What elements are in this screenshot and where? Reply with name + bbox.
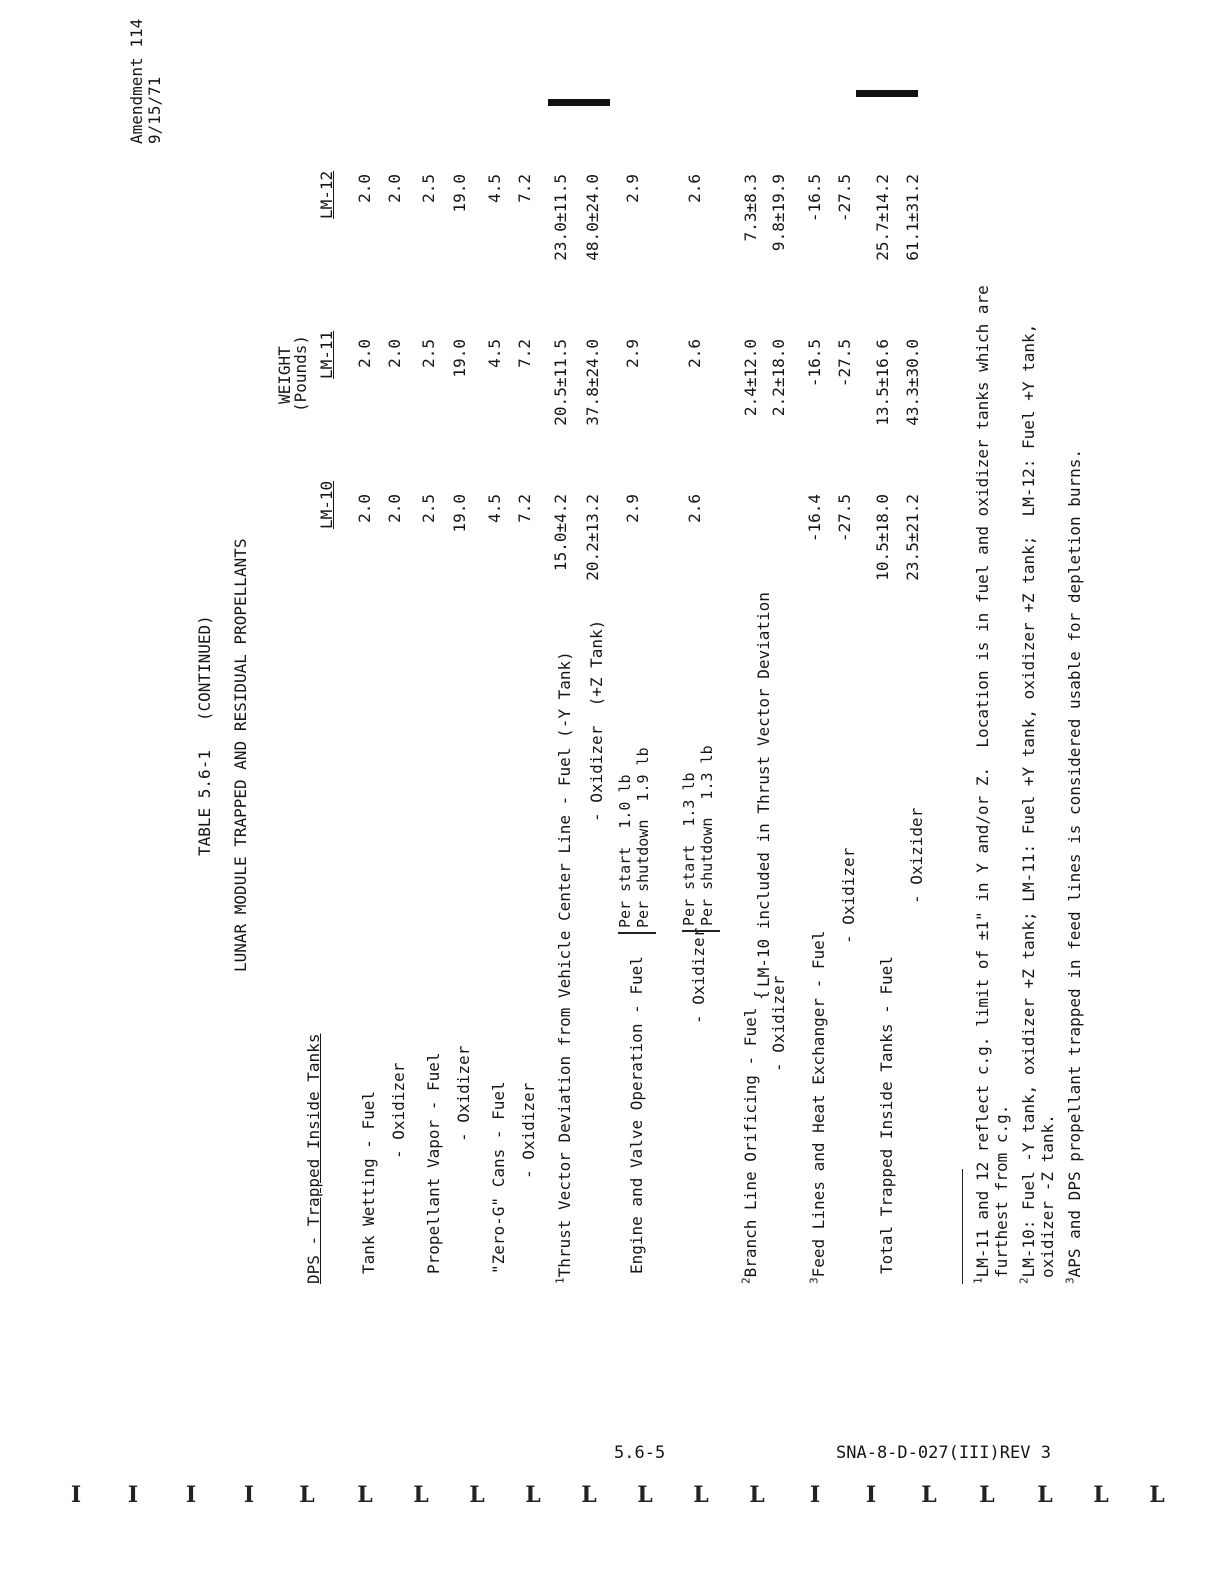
scan-mark: L xyxy=(979,1482,995,1508)
column-header-lm12: LM-12 xyxy=(317,170,336,219)
column-header-lm10: LM-10 xyxy=(317,480,336,529)
row-label-engine-fuel: Engine and Valve Operation - Fuel xyxy=(627,956,646,1274)
cell-lm12-branch-ox: 9.8±19.9 xyxy=(769,174,788,252)
cell-lm10-total-fuel: 10.5±18.0 xyxy=(873,494,892,581)
engine-fuel-bracket xyxy=(618,932,656,934)
cell-lm11-feed-ox: -27.5 xyxy=(835,339,854,388)
scan-mark: L xyxy=(299,1482,315,1508)
scan-mark: L xyxy=(921,1482,937,1508)
scan-mark: I xyxy=(185,1482,197,1508)
cell-lm12-feed-fuel: -16.5 xyxy=(805,174,824,223)
table-number: TABLE 5.6-1 (CONTINUED) xyxy=(195,615,214,856)
cell-lm11-feed-fuel: -16.5 xyxy=(805,339,824,388)
revision-bar xyxy=(856,90,918,97)
cell-lm12-feed-ox: -27.5 xyxy=(835,174,854,223)
cell-lm12-vapor-fuel: 2.5 xyxy=(419,174,438,203)
scan-mark: L xyxy=(581,1482,597,1508)
cell-lm11-engine-ox: 2.6 xyxy=(685,339,704,368)
scan-mark: L xyxy=(413,1482,429,1508)
cell-lm10-zerog-fuel: 4.5 xyxy=(485,494,504,523)
cell-lm12-engine-fuel: 2.9 xyxy=(623,174,642,203)
cell-lm10-feed-fuel: -16.4 xyxy=(805,494,824,543)
scan-mark: L xyxy=(749,1482,765,1508)
cell-lm11-branch-ox: 2.2±18.0 xyxy=(769,339,788,417)
cell-lm11-tvd-ox: 37.8±24.0 xyxy=(583,339,602,426)
cell-lm12-tank-wetting-fuel: 2.0 xyxy=(355,174,374,203)
row-label-branch-ox: - Oxidizer xyxy=(769,975,788,1072)
cell-lm10-engine-ox: 2.6 xyxy=(685,494,704,523)
cell-lm11-total-ox: 43.3±30.0 xyxy=(903,339,922,426)
cell-lm12-engine-ox: 2.6 xyxy=(685,174,704,203)
cell-lm10-vapor-fuel: 2.5 xyxy=(419,494,438,523)
engine-fuel-note-shutdown: Per shutdown 1.9 lb xyxy=(634,747,652,928)
footnote-1: $^1$LM-11 and 12 reflect c.g. limit of ±1" in Y and/or Z. Location is in fuel and oxidizer tanks which are xyxy=(971,285,992,1284)
amendment-label: Amendment 114 xyxy=(127,18,146,144)
footnote-ref-3: 3 xyxy=(807,1277,821,1284)
scan-mark: L xyxy=(1037,1482,1053,1508)
cell-lm11-vapor-fuel: 2.5 xyxy=(419,339,438,368)
scan-mark: L xyxy=(1093,1482,1109,1508)
cell-lm10-vapor-ox: 19.0 xyxy=(450,494,469,533)
engine-ox-bracket xyxy=(682,930,720,932)
cell-lm11-tvd-fuel: 20.5±11.5 xyxy=(551,339,570,426)
row-label-total-fuel: Total Trapped Inside Tanks - Fuel xyxy=(877,956,896,1274)
cell-lm12-total-fuel: 25.7±14.2 xyxy=(873,174,892,261)
scan-mark: I xyxy=(243,1482,255,1508)
footnote-ref-2: 2 xyxy=(739,1277,753,1284)
scan-mark: L xyxy=(1149,1482,1165,1508)
cell-lm10-zerog-ox: 7.2 xyxy=(515,494,534,523)
row-label-total-ox: - Oxizider xyxy=(907,807,926,904)
branch-note: LM-10 included in Thrust Vector Deviation xyxy=(754,592,773,987)
cell-lm12-tvd-ox: 48.0±24.0 xyxy=(583,174,602,261)
cell-lm11-tank-wetting-fuel: 2.0 xyxy=(355,339,374,368)
row-label-tvd-ox: - Oxidizer (+Z Tank) xyxy=(587,619,606,822)
cell-lm11-zerog-ox: 7.2 xyxy=(515,339,534,368)
branch-brace-glyph: { xyxy=(751,990,770,1000)
cell-lm10-engine-fuel: 2.9 xyxy=(623,494,642,523)
cell-lm12-tvd-fuel: 23.0±11.5 xyxy=(551,174,570,261)
cell-lm11-engine-fuel: 2.9 xyxy=(623,339,642,368)
column-header-lm11: LM-11 xyxy=(317,330,336,379)
row-label-vapor-ox: - Oxidizer xyxy=(454,1045,473,1142)
amendment-date: 9/15/71 xyxy=(145,76,164,144)
scan-mark: L xyxy=(637,1482,653,1508)
cell-lm12-zerog-fuel: 4.5 xyxy=(485,174,504,203)
footnote-1-cont: furthest from c.g. xyxy=(992,1104,1011,1278)
cell-lm10-tank-wetting-fuel: 2.0 xyxy=(355,494,374,523)
scan-mark: L xyxy=(693,1482,709,1508)
scan-mark: I xyxy=(809,1482,821,1508)
footnote-2: $^2$LM-10: Fuel -Y tank, oxidizer +Z tank; LM-11: Fuel +Y tank, oxidizer +Z tank; LM-12: Fuel +Y tank, xyxy=(1017,323,1038,1284)
row-label-zerog-ox: - Oxidizer xyxy=(519,1082,538,1179)
document-id: SNA-8-D-027(III)REV 3 xyxy=(836,1443,1051,1463)
weight-heading: WEIGHT xyxy=(275,346,294,404)
row-label-engine-ox: - Oxidizer xyxy=(689,927,708,1024)
row-label-tank-wetting-ox: - Oxidizer xyxy=(389,1062,408,1159)
page-number: 5.6-5 xyxy=(614,1443,666,1463)
row-label-feed-fuel: $^3$Feed Lines and Heat Exchanger - Fuel xyxy=(807,930,828,1284)
row-label-vapor-fuel: Propellant Vapor - Fuel xyxy=(424,1052,443,1274)
cell-lm11-total-fuel: 13.5±16.6 xyxy=(873,339,892,426)
engine-ox-note-shutdown: Per shutdown 1.3 lb xyxy=(698,745,716,926)
footnote-3: $^3$APS and DPS propellant trapped in feed lines is considered usable for depletion burns. xyxy=(1063,448,1084,1284)
cell-lm12-total-ox: 61.1±31.2 xyxy=(903,174,922,261)
engine-ox-note-start: Per start 1.3 lb xyxy=(680,772,698,926)
scan-mark: I xyxy=(865,1482,877,1508)
row-label-zerog-fuel: "Zero-G" Cans - Fuel xyxy=(489,1081,508,1274)
cell-lm11-tank-wetting-ox: 2.0 xyxy=(385,339,404,368)
section-title: DPS - Trapped Inside Tanks xyxy=(304,1033,323,1284)
row-label-tank-wetting-fuel: Tank Wetting - Fuel xyxy=(359,1090,378,1274)
cell-lm10-feed-ox: -27.5 xyxy=(835,494,854,543)
scan-mark: I xyxy=(127,1482,139,1508)
cell-lm10-total-ox: 23.5±21.2 xyxy=(903,494,922,581)
cell-lm10-tvd-fuel: 15.0±4.2 xyxy=(551,494,570,572)
cell-lm12-tank-wetting-ox: 2.0 xyxy=(385,174,404,203)
cell-lm11-branch-fuel: 2.4±12.0 xyxy=(741,339,760,417)
table-title: LUNAR MODULE TRAPPED AND RESIDUAL PROPELLANTS xyxy=(231,538,250,972)
footnote-2-cont: oxidizer -Z tank. xyxy=(1038,1114,1057,1278)
cell-lm11-vapor-ox: 19.0 xyxy=(450,339,469,378)
scan-mark: I xyxy=(70,1482,82,1508)
scan-mark: L xyxy=(525,1482,541,1508)
scan-mark: L xyxy=(469,1482,485,1508)
scan-mark: L xyxy=(357,1482,373,1508)
cell-lm10-tank-wetting-ox: 2.0 xyxy=(385,494,404,523)
engine-fuel-note-start: Per start 1.0 lb xyxy=(616,774,634,928)
footnote-rule xyxy=(962,1169,963,1284)
weight-unit: (Pounds) xyxy=(291,334,310,412)
cell-lm12-vapor-ox: 19.0 xyxy=(450,174,469,213)
cell-lm12-zerog-ox: 7.2 xyxy=(515,174,534,203)
row-label-feed-ox: - Oxidizer xyxy=(839,847,858,944)
cell-lm12-branch-fuel: 7.3±8.3 xyxy=(741,174,760,242)
row-label-tvd-fuel: $^1$Thrust Vector Deviation from Vehicle Center Line - Fuel (-Y Tank) xyxy=(553,651,574,1284)
footnote-ref-1: 1 xyxy=(553,1277,567,1284)
revision-bar xyxy=(548,99,610,106)
row-label-branch-fuel: $^2$Branch Line Orificing - Fuel xyxy=(739,1007,760,1284)
cell-lm10-tvd-ox: 20.2±13.2 xyxy=(583,494,602,581)
cell-lm11-zerog-fuel: 4.5 xyxy=(485,339,504,368)
